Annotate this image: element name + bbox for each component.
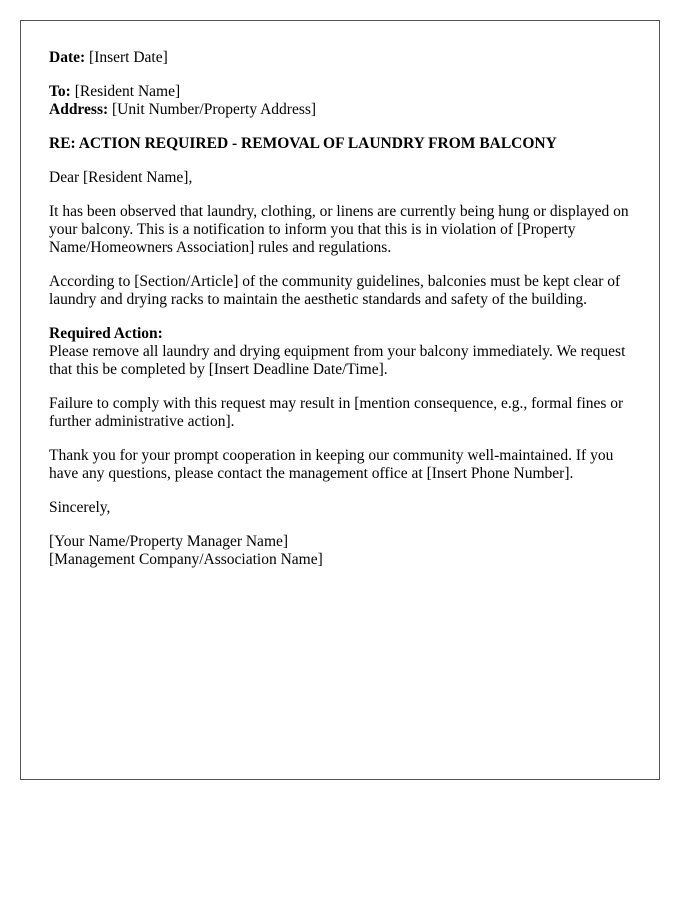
required-action-label: Required Action: xyxy=(49,325,163,342)
required-action-text: Please remove all laundry and drying equipment from your balcony immediately. We request that this be completed by [Insert Deadline Date/Time]. xyxy=(49,343,626,378)
required-action-block xyxy=(49,325,639,379)
paragraph-thanks: Thank you for your prompt cooperation in keeping our community well-maintained. If you have any questions, please contact the management office at [Insert Phone Number]. xyxy=(49,447,614,482)
date-label: Date: xyxy=(49,49,86,66)
signature-name: [Your Name/Property Manager Name] xyxy=(49,533,289,550)
address-label: Address: xyxy=(49,101,109,118)
to-value: [Resident Name] xyxy=(74,83,181,100)
to-label: To: xyxy=(49,83,71,100)
signature-block xyxy=(49,533,639,569)
address-value: [Unit Number/Property Address] xyxy=(112,101,317,118)
closing: Sincerely, xyxy=(49,499,111,516)
recipient-block xyxy=(49,83,639,119)
paragraph-guidelines: According to [Section/Article] of the community guidelines, balconies must be kept clear of laundry and drying racks to maintain the aesthetic standards and safety of the building. xyxy=(49,273,621,308)
paragraph-consequence: Failure to comply with this request may result in [mention consequence, e.g., formal fines or further administrative action]. xyxy=(49,395,624,430)
signature-company: [Management Company/Association Name] xyxy=(49,551,323,568)
letter xyxy=(20,20,660,780)
date-line xyxy=(49,49,639,67)
subject-line: RE: ACTION REQUIRED - REMOVAL OF LAUNDRY FROM BALCONY xyxy=(49,135,557,152)
date-value: [Insert Date] xyxy=(89,49,168,66)
paragraph-violation: It has been observed that laundry, clothing, or linens are currently being hung or displayed on your balcony. This is a notification to inform you that this is in violation of [Property Name/Homeowners Association] rules and regulations. xyxy=(49,203,629,256)
salutation: Dear [Resident Name], xyxy=(49,169,193,186)
